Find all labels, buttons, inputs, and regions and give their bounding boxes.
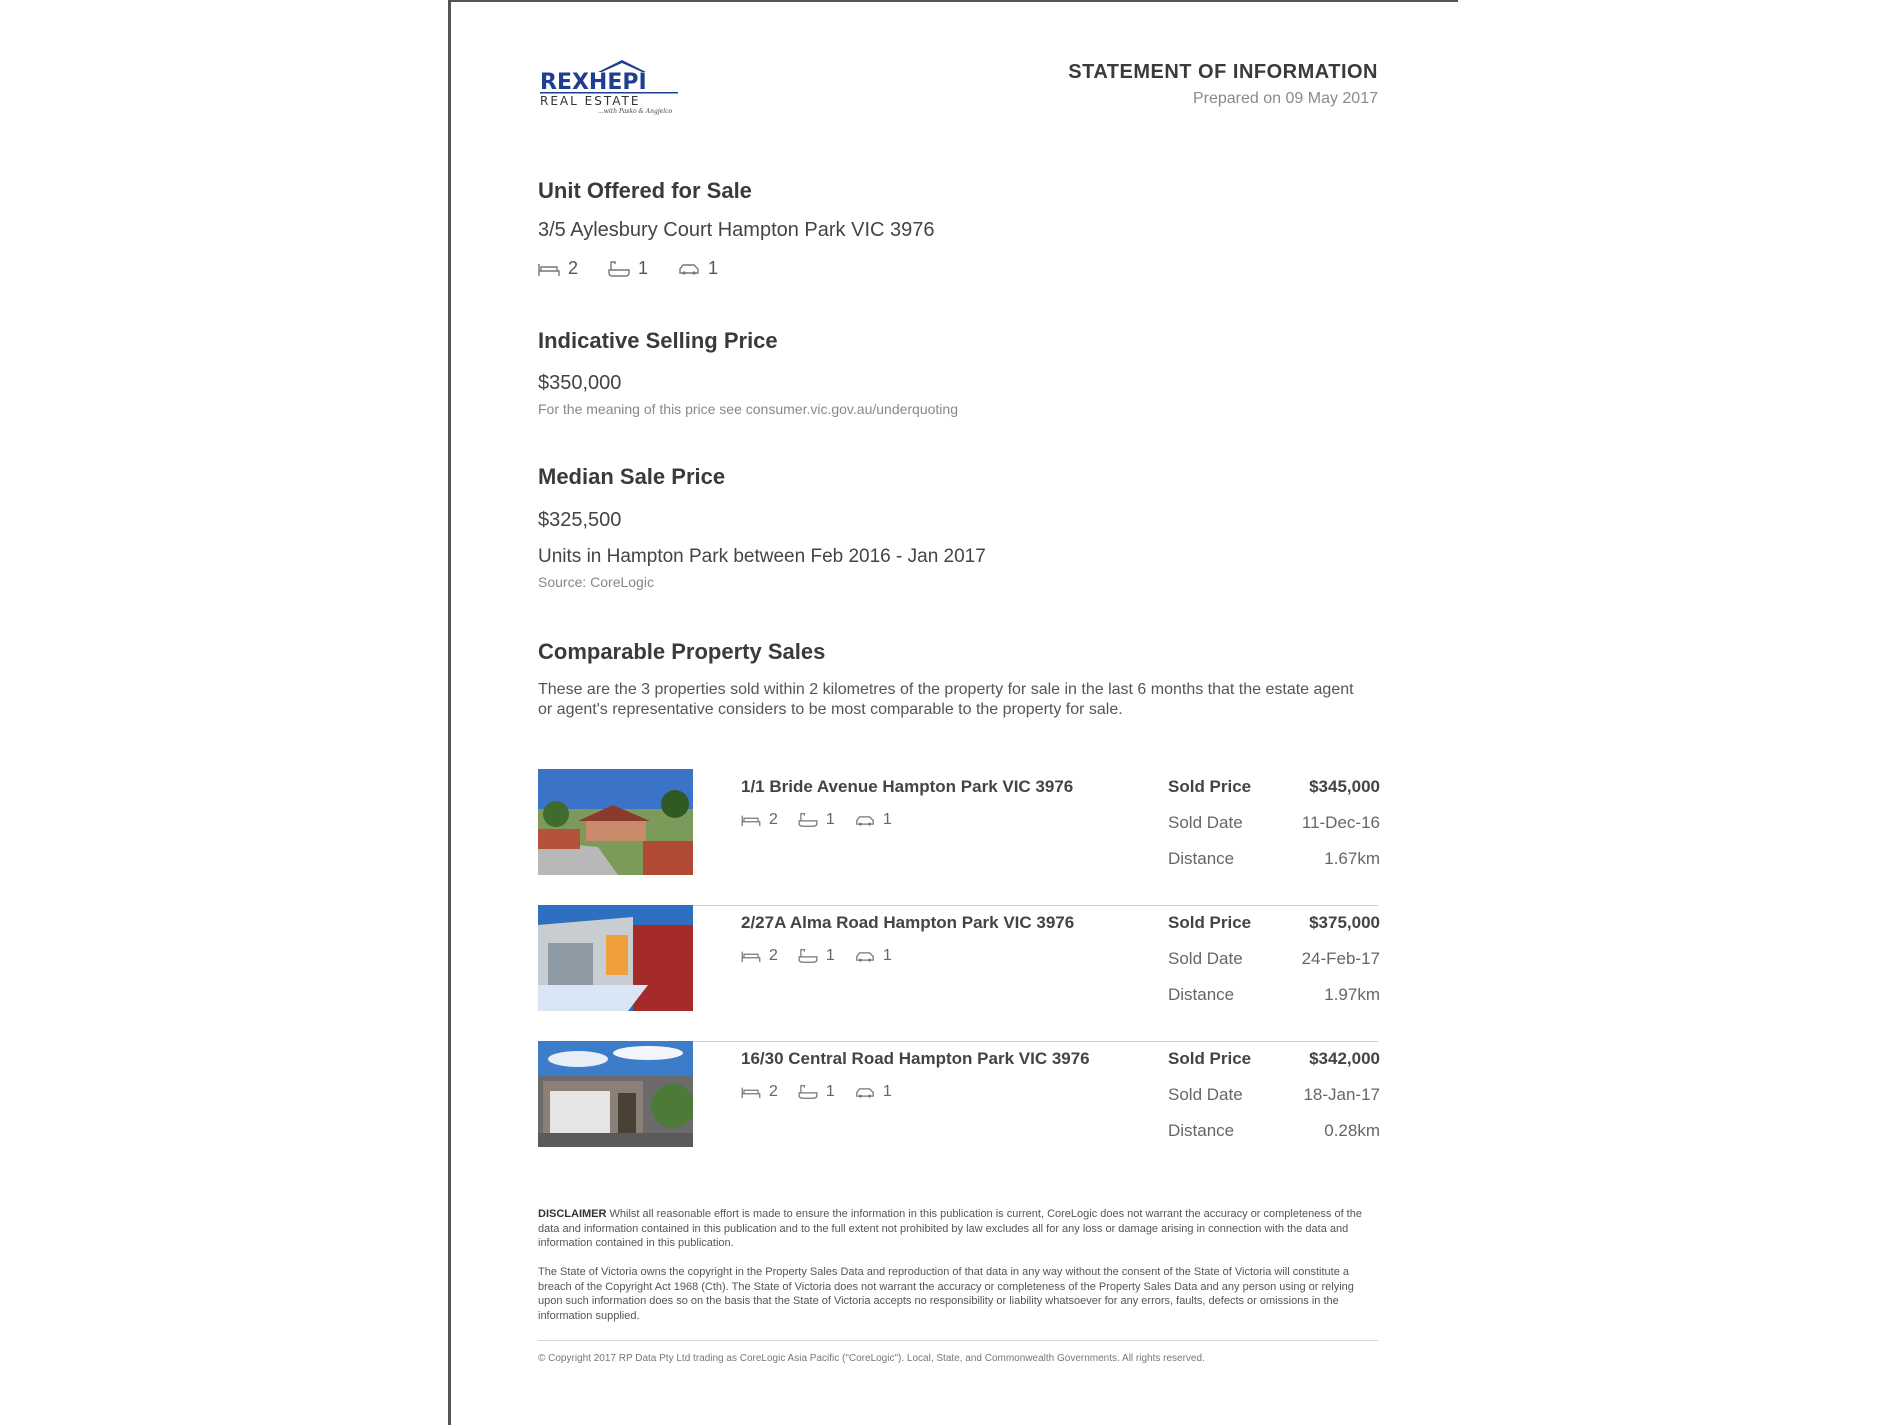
disclaimer-paragraph-2: The State of Victoria owns the copyright in the Property Sales Data and reproduction of that data in any way without the consent of the State of Victoria will constitute a breach of the Copyright Act 1968 (Cth). The State of Victoria does not warrant the accuracy or completeness of the Property Sales Data and any person using or relying upon such information does so on the basis that the State of Victoria accepts no responsibility or liability whatsoever for any errors, faults, defects or omissions in the information supplied. <box>538 1266 1354 1322</box>
document-header <box>1068 61 1378 108</box>
cars: 1 <box>855 947 892 965</box>
comparable-stats-1 <box>1168 777 1380 885</box>
median-source: Source: CoreLogic <box>538 574 654 590</box>
bath-icon <box>798 948 818 964</box>
baths: 1 <box>798 947 835 965</box>
comparable-row-1 <box>538 769 1378 906</box>
comparable-stats-3 <box>1168 1049 1380 1157</box>
sold-price-row: Sold Price $345,000 <box>1168 777 1380 796</box>
sold-price-row: Sold Price $342,000 <box>1168 1049 1380 1068</box>
car-icon <box>855 950 875 963</box>
unit-heading: Unit Offered for Sale <box>538 178 752 203</box>
logo-tagline: ...with Pasko & Angjelco <box>598 108 673 115</box>
median-heading: Median Sale Price <box>538 464 726 489</box>
underquoting-note: For the meaning of this price see consumer.vic.gov.au/underquoting <box>538 401 958 417</box>
comparable-features-2 <box>741 947 912 965</box>
unit-baths: 1 <box>608 258 648 279</box>
bed-icon <box>538 261 560 277</box>
bed-icon <box>741 949 761 963</box>
indicative-price: $350,000 <box>538 372 622 394</box>
unit-address: 3/5 Aylesbury Court Hampton Park VIC 3976 <box>538 219 935 241</box>
document-title: STATEMENT OF INFORMATION <box>1068 61 1378 83</box>
median-price: $325,500 <box>538 509 622 531</box>
comparable-row-3 <box>538 1041 1378 1177</box>
comparable-address-3: 16/30 Central Road Hampton Park VIC 3976 <box>741 1049 1090 1068</box>
beds: 2 <box>741 947 778 965</box>
disclaimer-label: DISCLAIMER <box>538 1208 607 1220</box>
car-icon <box>855 814 875 827</box>
baths: 1 <box>798 811 835 829</box>
beds: 2 <box>741 1083 778 1101</box>
beds: 2 <box>741 811 778 829</box>
comparable-address-2: 2/27A Alma Road Hampton Park VIC 3976 <box>741 913 1075 932</box>
comparable-heading: Comparable Property Sales <box>538 639 826 664</box>
comparable-description: These are the 3 properties sold within 2 kilometres of the property for sale in the last 6 months that the estate agent or agent's representative considers to be most comparable to the property for sale. <box>538 681 1354 718</box>
bath-icon <box>798 812 818 828</box>
prepared-date: Prepared on 09 May 2017 <box>1192 90 1378 107</box>
distance-row: Distance 0.28km <box>1168 1121 1380 1140</box>
logo-brand-top: REXHEPI <box>540 70 647 95</box>
copyright-notice: © Copyright 2017 RP Data Pty Ltd trading as CoreLogic Asia Pacific ("CoreLogic"). Local, State, and Commonwealth Governments. All rights reserved. <box>538 1353 1205 1364</box>
sold-date-row: Sold Date 24-Feb-17 <box>1168 949 1380 968</box>
document-page <box>538 0 1378 1425</box>
unit-cars: 1 <box>678 258 718 279</box>
cars: 1 <box>855 811 892 829</box>
cars: 1 <box>855 1083 892 1101</box>
distance-row: Distance 1.67km <box>1168 849 1380 868</box>
median-description: Units in Hampton Park between Feb 2016 - Jan 2017 <box>538 546 986 567</box>
comparable-features-1 <box>741 811 912 829</box>
property-photo-2 <box>538 905 693 1011</box>
sold-date-row: Sold Date 18-Jan-17 <box>1168 1085 1380 1104</box>
comparable-address-1: 1/1 Bride Avenue Hampton Park VIC 3976 <box>741 777 1074 796</box>
car-icon <box>855 1086 875 1099</box>
disclaimer-paragraph-1: DISCLAIMER Whilst all reasonable effort is made to ensure the information in this publication is current, CoreLogic does not warrant the accuracy or completeness of the data and information contained in this publication and to the full extent not prohibited by law excludes all for any loss or damage arising in connection with the data and information contained in this publication. <box>538 1208 1362 1249</box>
bed-icon <box>741 1085 761 1099</box>
property-photo-1 <box>538 769 693 875</box>
unit-features <box>538 258 748 279</box>
baths: 1 <box>798 1083 835 1101</box>
property-photo-3 <box>538 1041 693 1147</box>
comparable-row-2 <box>538 905 1378 1042</box>
footer-divider <box>538 1340 1378 1341</box>
comparable-features-3 <box>741 1083 912 1101</box>
distance-row: Distance 1.97km <box>1168 985 1380 1004</box>
rexhepi-logo <box>538 58 683 116</box>
unit-beds: 2 <box>538 258 578 279</box>
sold-price-row: Sold Price $375,000 <box>1168 913 1380 932</box>
bed-icon <box>741 813 761 827</box>
indicative-heading: Indicative Selling Price <box>538 328 778 353</box>
sold-date-row: Sold Date 11-Dec-16 <box>1168 813 1380 832</box>
bath-icon <box>608 260 630 278</box>
car-icon <box>678 262 700 276</box>
logo-brand-bottom: REAL ESTATE <box>540 94 641 108</box>
bath-icon <box>798 1084 818 1100</box>
comparable-stats-2 <box>1168 913 1380 1021</box>
